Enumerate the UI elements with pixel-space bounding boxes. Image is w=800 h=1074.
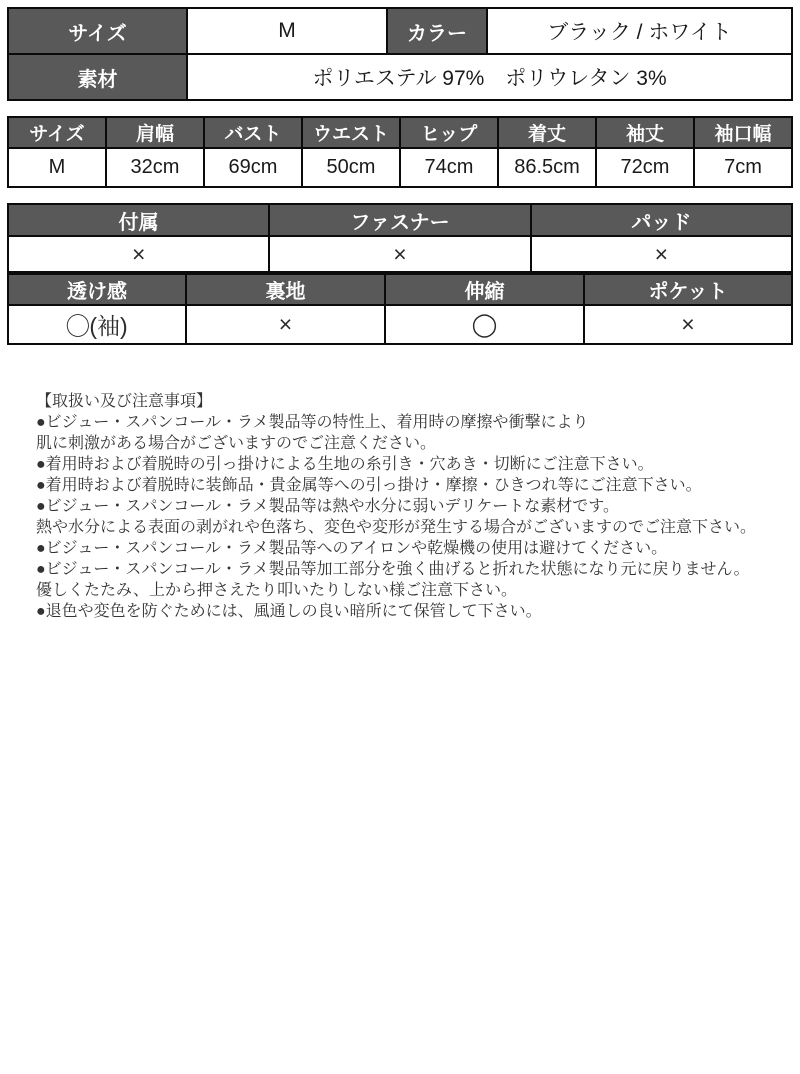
feature-value: ◯: [385, 305, 584, 344]
features-value-row-1: [8, 236, 792, 272]
features-header: パッド: [531, 204, 792, 236]
size-label: サイズ: [8, 8, 187, 54]
feature-value: ×: [269, 236, 530, 272]
care-notes-title: 【取扱い及び注意事項】: [36, 393, 213, 410]
measurement-value: 50cm: [302, 148, 400, 187]
spec-row-material: [8, 54, 792, 100]
measurement-value: 86.5cm: [498, 148, 596, 187]
measurements-table: [7, 116, 793, 188]
features-header: 伸縮: [385, 274, 584, 305]
care-note-line: ●ビジュー・スパンコール・ラメ製品等加工部分を強く曲げると折れた状態になり元に戻りません。: [36, 561, 750, 578]
measurement-value: 72cm: [596, 148, 694, 187]
color-label: カラー: [387, 8, 487, 54]
measurements-header: 袖口幅: [694, 117, 792, 148]
feature-value: ×: [186, 305, 385, 344]
care-note-line: ●着用時および着脱時に装飾品・貴金属等への引っ掛け・摩擦・ひきつれ等にご注意下さい。: [36, 477, 702, 494]
care-note-line: 優しくたたみ、上から押さえたり叩いたりしない様ご注意下さい。: [36, 582, 517, 599]
features-value-row-2: [8, 305, 792, 344]
measurements-value-row: [8, 148, 792, 187]
material-value: ポリエステル 97% ポリウレタン 3%: [187, 54, 792, 100]
measurements-header-row: [8, 117, 792, 148]
measurements-header: 着丈: [498, 117, 596, 148]
features-table-top: [7, 203, 793, 273]
measurements-header: バスト: [204, 117, 302, 148]
feature-value: ◯(袖): [8, 305, 186, 344]
features-header-row-1: [8, 204, 792, 236]
size-value: M: [187, 8, 387, 54]
features-table-bottom: [7, 273, 793, 345]
care-note-line: ●退色や変色を防ぐためには、風通しの良い暗所にて保管して下さい。: [36, 603, 542, 620]
care-note-line: 肌に刺激がある場合がございますのでご注意ください。: [36, 435, 437, 452]
care-note-line: ●ビジュー・スパンコール・ラメ製品等の特性上、着用時の摩擦や衝撃により: [36, 414, 589, 431]
measurement-value: 69cm: [204, 148, 302, 187]
care-note-line: ●ビジュー・スパンコール・ラメ製品等は熱や水分に弱いデリケートな素材です。: [36, 498, 619, 515]
measurements-header: 肩幅: [106, 117, 204, 148]
care-note-line: ●ビジュー・スパンコール・ラメ製品等へのアイロンや乾燥機の使用は避けてください。: [36, 540, 668, 557]
care-notes: [36, 391, 800, 622]
spec-row-size-color: [8, 8, 792, 54]
measurements-header: ヒップ: [400, 117, 498, 148]
measurement-value: 7cm: [694, 148, 792, 187]
feature-value: ×: [8, 236, 269, 272]
features-header: ファスナー: [269, 204, 530, 236]
features-header: ポケット: [584, 274, 792, 305]
measurements-header: サイズ: [8, 117, 106, 148]
care-note-line: ●着用時および着脱時の引っ掛けによる生地の糸引き・穴あき・切断にご注意下さい。: [36, 456, 654, 473]
feature-value: ×: [584, 305, 792, 344]
features-header: 付属: [8, 204, 269, 236]
feature-value: ×: [531, 236, 792, 272]
measurements-header: ウエスト: [302, 117, 400, 148]
features-header-row-2: [8, 274, 792, 305]
spec-table: [7, 7, 793, 101]
measurement-value: 32cm: [106, 148, 204, 187]
material-label: 素材: [8, 54, 187, 100]
features-header: 透け感: [8, 274, 186, 305]
measurement-value: M: [8, 148, 106, 187]
features-header: 裏地: [186, 274, 385, 305]
color-value: ブラック / ホワイト: [487, 8, 792, 54]
care-note-line: 熱や水分による表面の剥がれや色落ち、変色や変形が発生する場合がございますのでご注意下さい。: [36, 519, 757, 536]
measurements-header: 袖丈: [596, 117, 694, 148]
measurement-value: 74cm: [400, 148, 498, 187]
